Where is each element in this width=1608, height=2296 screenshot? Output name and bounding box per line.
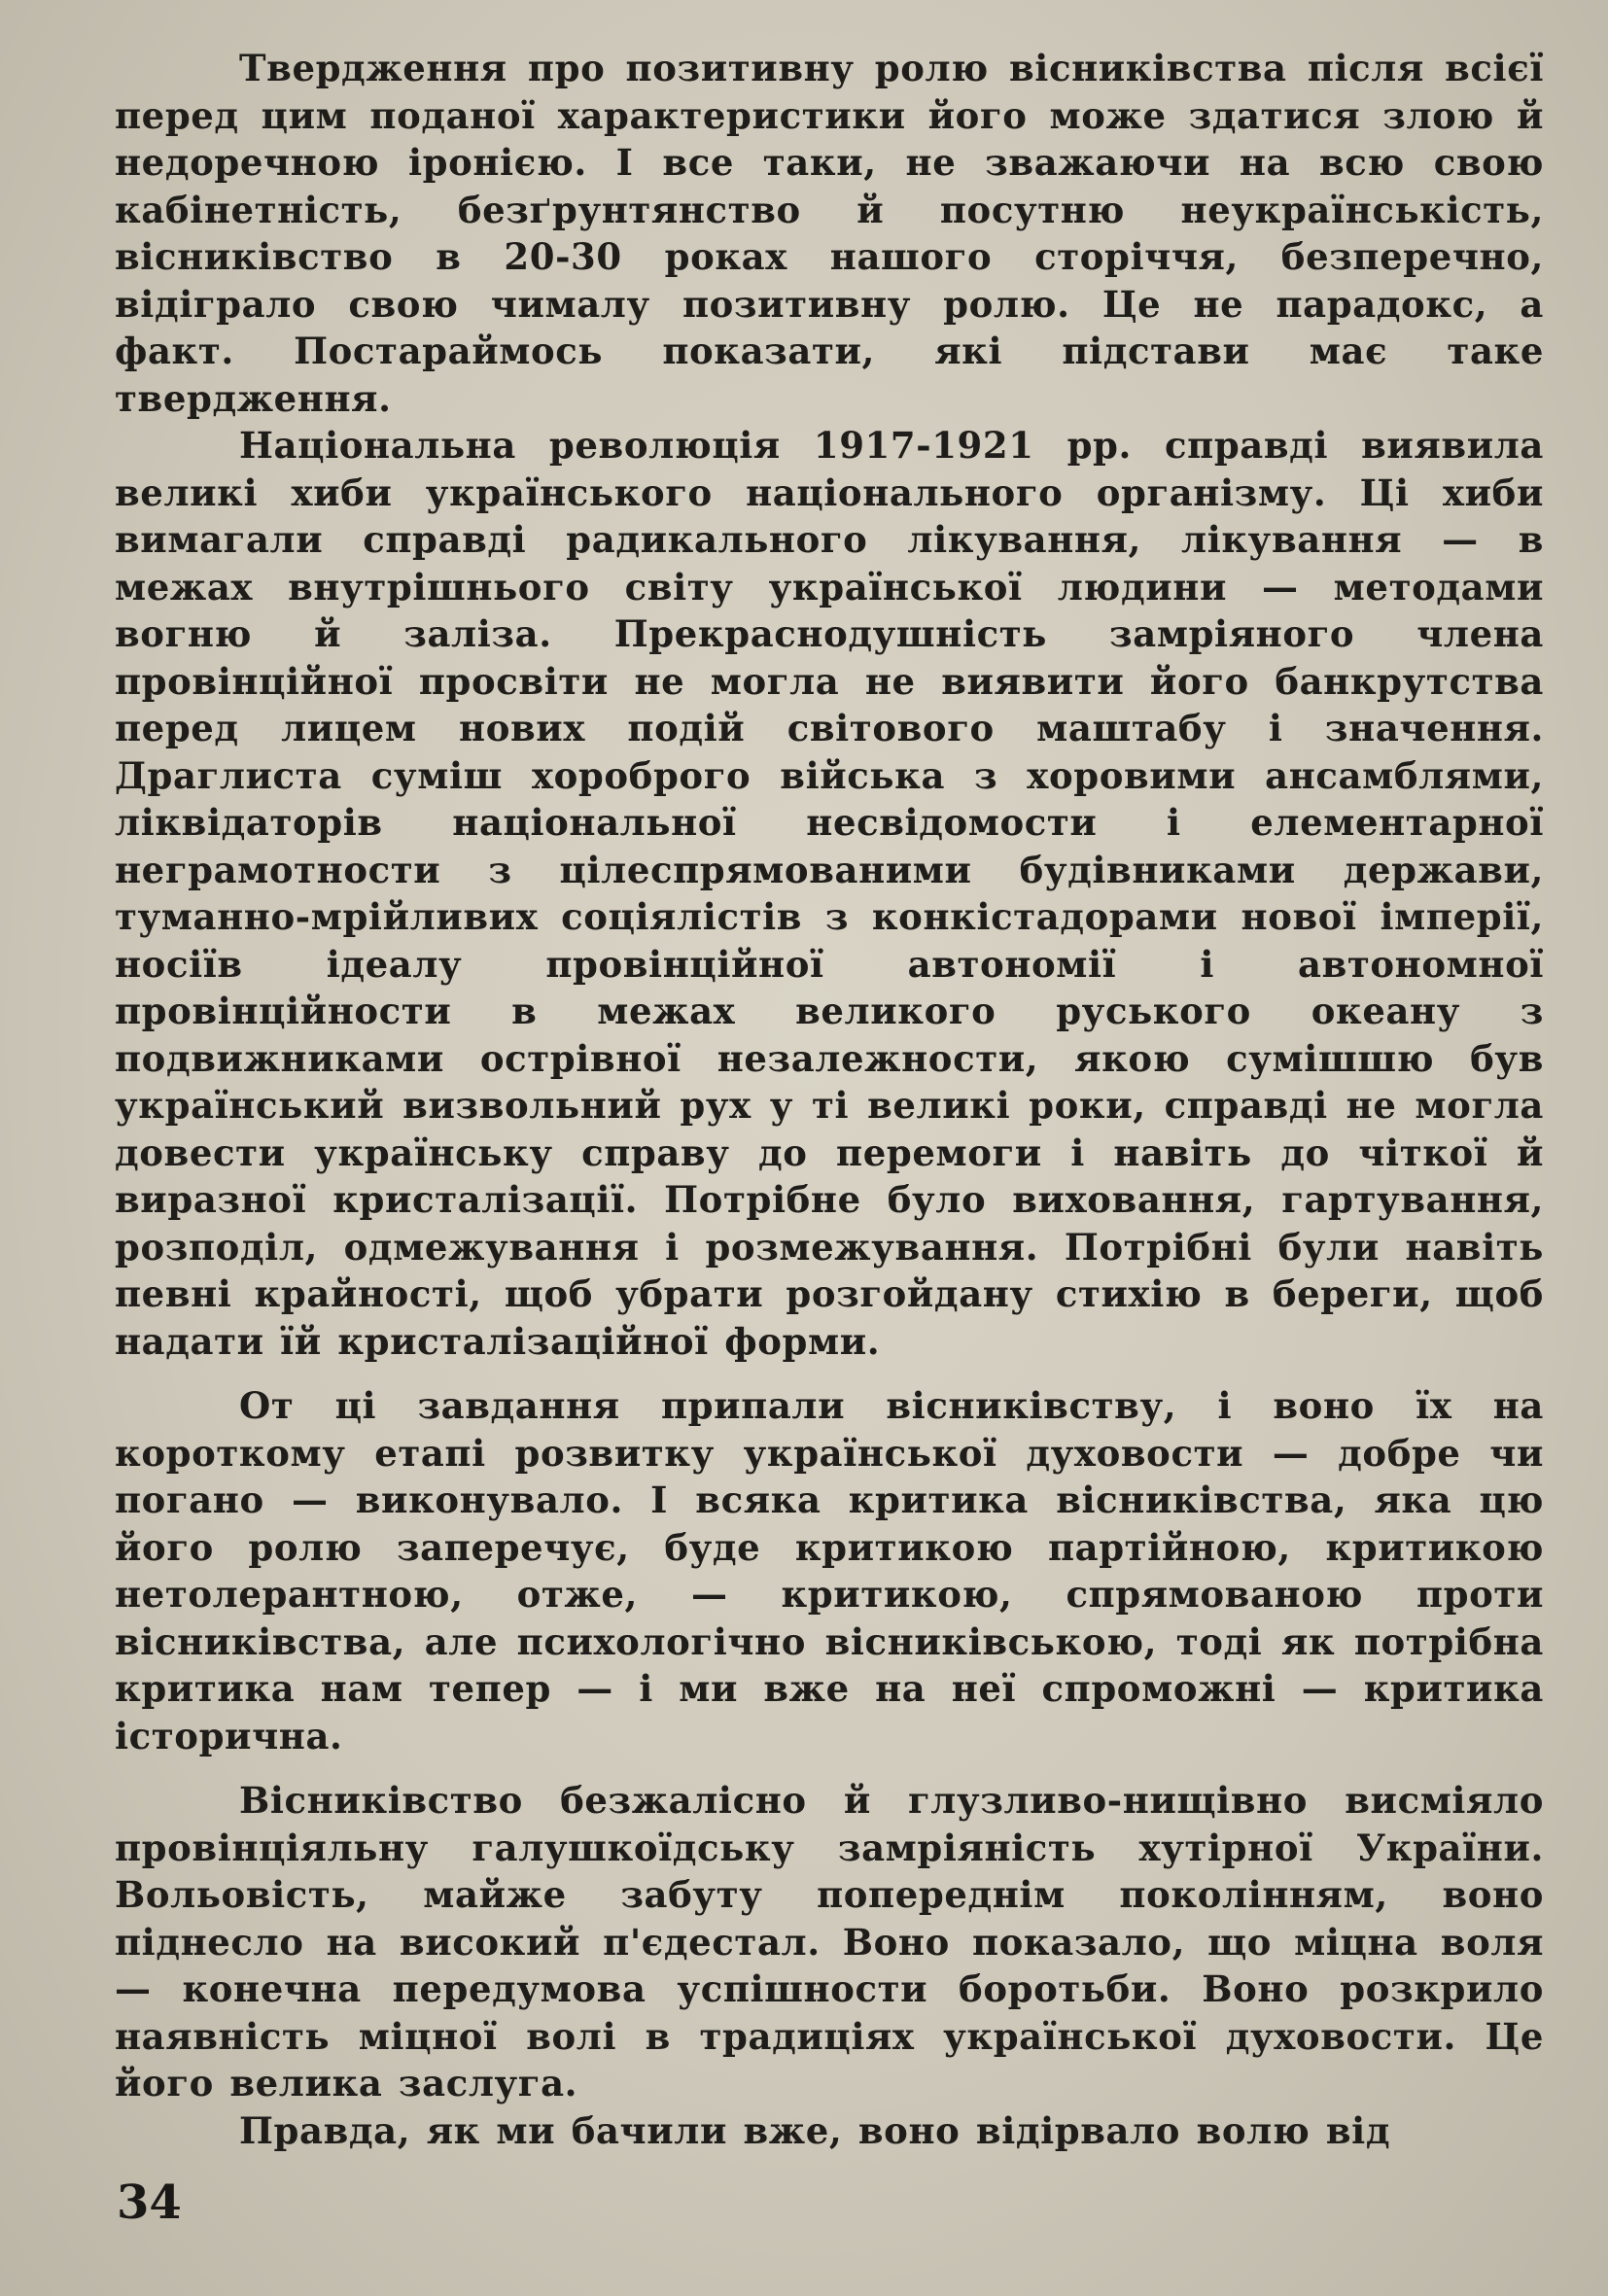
- paragraph-4: Вісниківство безжалісно й глузливо-нищівно висміяло провінціяльну галушкоїдську замріяність хутірної України. Вольовість, майже забуту попереднім поколінням, воно піднесло на високий п'єдестал. Воно показало, що міцна воля — конечна передумова успішности боротьби. Воно розкрило наявність міцної волі в традиціях української духовости. Це його велика заслуга.: [115, 1779, 1544, 2105]
- page-number: 34: [117, 2175, 182, 2230]
- paragraph-1: Твердження про позитивну ролю вісниківства після всієї перед цим поданої характеристики його може здатися злою й недоречною іронією. І все таки, не зважаючи на всю свою кабінетність, безґрунтянство й посутню неукраїнськість, вісниківство в 20-30 роках нашого сторіччя, безперечно, відіграло свою чималу позитивну ролю. Це не парадокс, а факт. Постараймось показати, які підстави має таке твердження.: [115, 47, 1544, 420]
- paragraph-2: Національна революція 1917-1921 рр. справді виявила великі хиби українського національного організму. Ці хиби вимагали справді радикального лікування, лікування — в межах внутрішнього світу української людини — методами вогню й заліза. Прекраснодушність замріяного члена провінційної просвіти не могла не виявити його банкрутства перед лицем нових подій світового маштабу і значення. Драглиста суміш хороброго війська з хоровими ансамблями, ліквідаторів національної несвідомости і елементарної неграмотности з цілеспрямованими будівниками держави, туманно-мрійливих соціялістів з конкістадорами нової імперії, носіїв ідеалу провінційної автономії і автономної провінційности в межах великого руського океану з подвижниками острівної незалежности, якою сумішшю був український визвольний рух у ті великі роки, справді не могла довести українську справу до перемоги і навіть до чіткої й виразної кристалізації. Потрібне було виховання, гартування, розподіл, одмежування і розмежування. Потрібні були навіть певні крайності, щоб убрати розгойдану стихію в береги, щоб надати їй кристалізаційної форми.: [115, 424, 1544, 1363]
- paragraph-5: Правда, як ми бачили вже, воно відірвало волю від: [239, 2108, 1391, 2152]
- body-text: [115, 45, 1544, 2154]
- paragraph-3: От ці завдання припали вісниківству, і воно їх на короткому етапі розвитку української духовости — добре чи погано — виконувало. І всяка критика вісниківства, яка цю його ролю заперечує, буде критикою партійною, критикою нетолерантною, отже, — критикою, спрямованою проти вісниківства, але психологічно вісниківською, тоді як потрібна критика нам тепер — і ми вже на неї спроможні — критика історична.: [115, 1384, 1544, 1757]
